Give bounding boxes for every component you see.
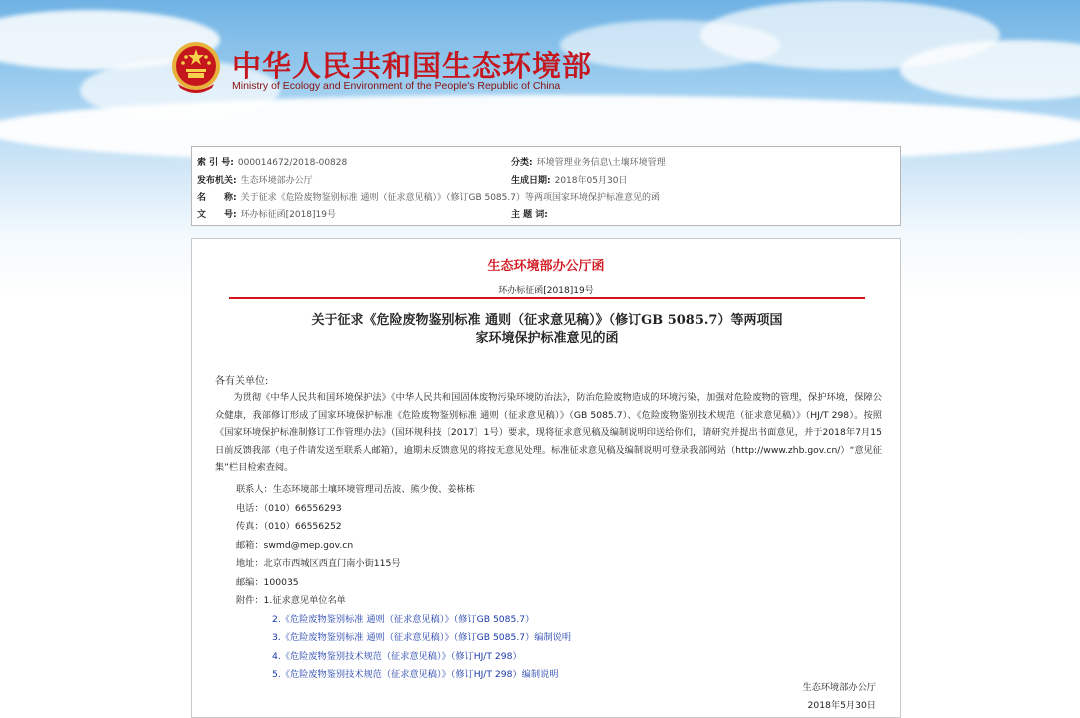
- meta-date-value: 2018年05月30日: [554, 176, 628, 186]
- meta-index-label: 索 引 号:: [197, 158, 234, 168]
- site-title-chinese[interactable]: 中华人民共和国生态环境部: [232, 49, 593, 83]
- contact-fax: 传真：（010）66556252: [236, 521, 342, 532]
- attachment-link[interactable]: 5.《危险废物鉴别技术规范（征求意见稿）》（修订HJ/T 298）编制说明: [272, 669, 559, 680]
- meta-subject-row: [511, 208, 552, 222]
- site-title-english[interactable]: Ministry of Ecology and Environment of the People's Republic of China: [232, 80, 561, 92]
- meta-name-row: [197, 191, 660, 205]
- meta-name-label: 名 称:: [197, 193, 237, 203]
- meta-category-value: 环境管理业务信息\土壤环境管理: [536, 158, 666, 168]
- document-heading-line1: 关于征求《危险废物鉴别标准 通则（征求意见稿）》（修订GB 5085.7）等两项国: [311, 313, 783, 328]
- national-emblem-icon[interactable]: [170, 40, 222, 96]
- meta-category-row: [511, 156, 666, 170]
- document-number: 环办标征函[2018]19号: [498, 286, 594, 296]
- office-letter-title: 生态环境部办公厅函: [487, 259, 605, 274]
- addressee: 各有关单位:: [215, 376, 269, 387]
- document-metadata-box: [191, 146, 901, 226]
- meta-issuer-label: 发布机关:: [197, 176, 237, 186]
- meta-index-value: 000014672/2018-00828: [237, 158, 348, 168]
- document-heading: [252, 312, 842, 348]
- attachments-label: 附件：1.征求意见单位名单: [236, 595, 346, 606]
- body-paragraph: 为贯彻《中华人民共和国环境保护法》《中华人民共和国固体废物污染环境防治法》，防治危险废物造成的环境污染，加强对危险废物的管理，保护环境，保障公众健康，我部修订形成了国家环境保护标准《危险废物鉴别标准 通则（征求意见稿）》（GB 5085.7）、《危险废物鉴别技术规范（征求意见稿）》（HJ/T 298）。按照《国家环境保护标准制修订工作管理办法》（国环规科技〔2017〕1号）要求，现将征求意见稿及编制说明印送给你们，请研究并提出书面意见，并于2018年7月15日前反馈我部（电子件请发送至联系人邮箱），逾期未反馈意见的将按无意见处理。标准征求意见稿及编制说明可登录我部网站（http://www.zhb.gov.cn/）“意见征集”栏目检索查阅。: [215, 392, 882, 474]
- attachment-link[interactable]: 4.《危险废物鉴别技术规范（征求意见稿）》（修订HJ/T 298）: [272, 651, 522, 662]
- contact-person: 联系人：生态环境部土壤环境管理司岳波、熊少俊、姜栋栋: [236, 484, 475, 495]
- meta-date-row: [511, 174, 627, 188]
- meta-issuer-row: [197, 174, 313, 188]
- contact-email: 邮箱：swmd@mep.gov.cn: [236, 540, 354, 551]
- contact-address: 地址：北京市西城区西直门南小街115号: [236, 558, 401, 569]
- meta-docno-label: 文 号:: [197, 210, 237, 220]
- meta-subject-label: 主 题 词:: [511, 210, 548, 220]
- document-body-panel: [191, 238, 901, 718]
- red-divider: [229, 297, 865, 299]
- meta-issuer-value: 生态环境部办公厅: [240, 176, 313, 186]
- meta-category-label: 分类:: [511, 158, 533, 168]
- signature-office: 生态环境部办公厅: [802, 682, 876, 693]
- meta-date-label: 生成日期:: [511, 176, 551, 186]
- meta-docno-value: 环办标征函[2018]19号: [240, 210, 336, 220]
- contact-postcode: 邮编：100035: [236, 577, 299, 588]
- signature-date: 2018年5月30日: [807, 700, 876, 711]
- meta-docno-row: [197, 208, 336, 222]
- document-heading-line2: 家环境保护标准意见的函: [475, 331, 619, 346]
- site-header: [170, 40, 770, 100]
- attachment-link[interactable]: 3.《危险废物鉴别标准 通则（征求意见稿）》（修订GB 5085.7）编制说明: [272, 632, 572, 643]
- meta-index-row: [197, 156, 347, 170]
- contact-phone: 电话：（010）66556293: [236, 503, 342, 514]
- attachment-link[interactable]: 2.《危险废物鉴别标准 通则（征求意见稿）》（修订GB 5085.7）: [272, 614, 535, 625]
- meta-name-value: 关于征求《危险废物鉴别标准 通则（征求意见稿）》（修订GB 5085.7）等两项国家环境保护标准意见的函: [240, 193, 660, 203]
